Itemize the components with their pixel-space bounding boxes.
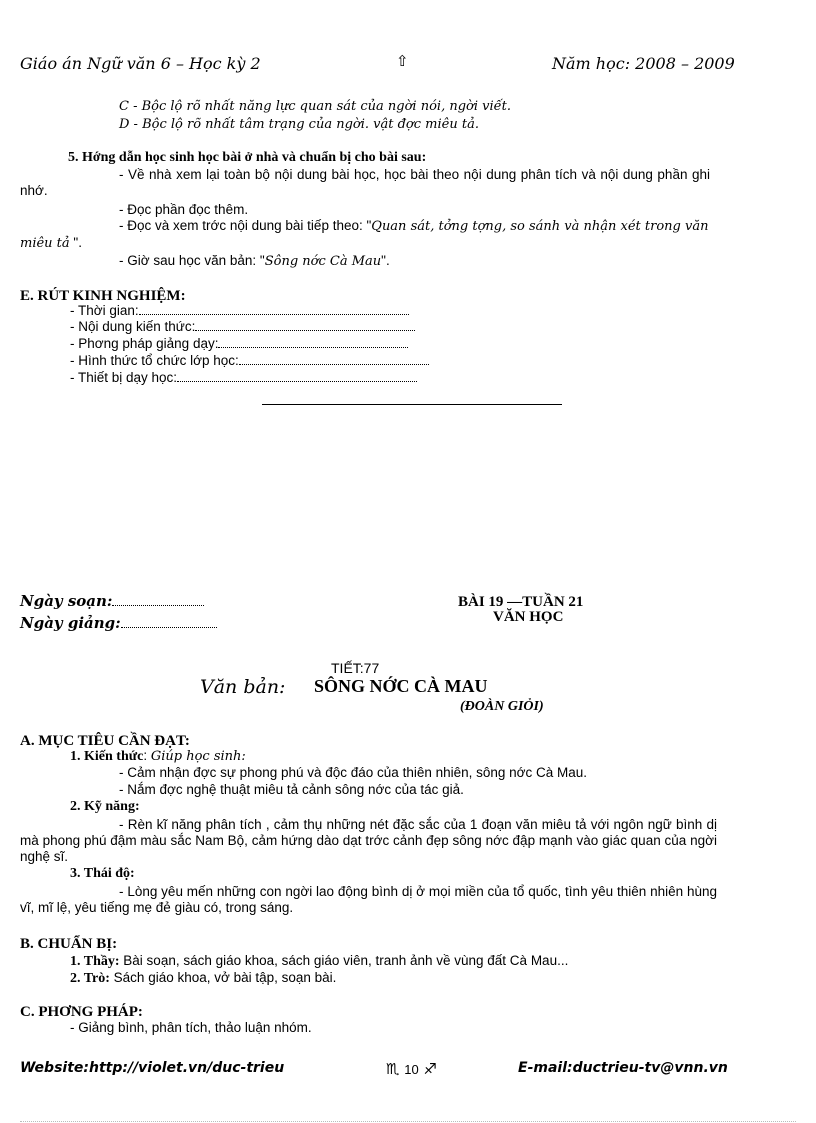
option-d: D - Bộc lộ rõ nhất tâm trạng của ngời. vật đợc miêu tả. bbox=[119, 117, 479, 132]
section-b-title: B. CHUẨN BỊ: bbox=[20, 936, 118, 952]
footer-website: Website:http://violet.vn/duc-trieu bbox=[20, 1060, 285, 1076]
page-number: 10 bbox=[404, 1062, 419, 1077]
lesson-period: TIẾT:77 bbox=[331, 660, 380, 676]
lesson-title: SÔNG NỚC CÀ MAU bbox=[314, 676, 488, 696]
text-label: Văn bản: bbox=[200, 676, 286, 698]
header-left: Giáo án Ngữ văn 6 – Học kỳ 2 bbox=[20, 54, 261, 73]
header-right: Năm học: 2008 – 2009 bbox=[552, 54, 735, 73]
section-e-title: E. RÚT KINH NGHIỆM: bbox=[20, 288, 186, 304]
section-5-item-1: - Về nhà xem lại toàn bộ nội dung bài học, học bài theo nội dung phân tích và nội dung phần ghi nhớ. bbox=[20, 167, 710, 198]
knowledge-item-2: - Nắm đợc nghệ thuật miêu tả cảnh sông nớc của tác giả. bbox=[119, 782, 464, 797]
experience-equipment: - Thiết bị dạy học: bbox=[70, 370, 417, 386]
knowledge-item-1: - Cảm nhận đợc sự phong phú và độc đáo của thiên nhiên, sông nớc Cà Mau. bbox=[119, 765, 588, 780]
lesson-week: BÀI 19 —TUẦN 21 bbox=[458, 594, 584, 610]
section-5-item-3: - Đọc và xem trớc nội dung bài tiếp theo: "Quan sát, tởng tợng, so sánh và nhận xét trong văn miêu tả ". bbox=[20, 218, 709, 251]
attitude-heading: 3. Thái độ: bbox=[70, 866, 135, 881]
experience-organization: - Hình thức tổ chức lớp học: bbox=[70, 353, 429, 369]
sagittarius-icon: ♐ bbox=[423, 1060, 437, 1078]
method-item-1: - Giảng bình, phân tích, thảo luận nhóm. bbox=[70, 1020, 312, 1035]
lesson-subject: VĂN HỌC bbox=[493, 609, 564, 625]
section-5-item-2: - Đọc phần đọc thêm. bbox=[119, 202, 249, 217]
section-c-title: C. PHƠNG PHÁP: bbox=[20, 1004, 143, 1020]
section-5-title: 5. Hớng dẫn học sinh học bài ở nhà và chuẩn bị cho bài sau: bbox=[68, 150, 427, 165]
section-a-title: A. MỤC TIÊU CẦN ĐẠT: bbox=[20, 733, 190, 749]
experience-time: - Thời gian: bbox=[70, 303, 409, 319]
scorpio-icon: ♏ bbox=[386, 1060, 400, 1078]
skills-text: - Rèn kĩ năng phân tích , cảm thụ những nét đặc sắc của 1 đoạn văn miêu tả với ngôn ngữ bình dị mà phong phú đậm màu sắc Nam Bộ, cảm hứng dào dạt trớc cảnh đẹp sông nớc đập mạnh vào giác quan của ngời nghệ sĩ. bbox=[20, 817, 717, 864]
experience-method: - Phơng pháp giảng dạy: bbox=[70, 336, 408, 352]
footer-email: E-mail:ductrieu-tv@vnn.vn bbox=[518, 1060, 728, 1076]
header-arrow-icon: ⇧ bbox=[396, 52, 409, 70]
lesson-author: (ĐOÀN GIỎI) bbox=[460, 699, 544, 714]
attitude-text: - Lòng yêu mến những con ngời lao động bình dị ở mọi miền của tổ quốc, tình yêu thiên nhiên hùng vĩ, mĩ lệ, yêu tiếng mẹ đẻ giàu có, trong sáng. bbox=[20, 884, 717, 915]
section-5-item-4: - Giờ sau học văn bản: "Sông nớc Cà Mau". bbox=[119, 253, 390, 269]
footer-page bbox=[386, 1060, 437, 1078]
section-divider bbox=[262, 404, 562, 405]
option-c: C - Bộc lộ rõ nhất năng lực quan sát của ngời nói, ngời viết. bbox=[119, 99, 512, 114]
teacher-preparation: 1. Thầy: Bài soạn, sách giáo khoa, sách giáo viên, tranh ảnh về vùng đất Cà Mau... bbox=[70, 953, 569, 969]
page-bottom-border bbox=[20, 1121, 796, 1122]
skills-heading: 2. Kỹ năng: bbox=[70, 799, 140, 814]
preparation-date: Ngày soạn: bbox=[20, 592, 204, 610]
teaching-date: Ngày giảng: bbox=[20, 614, 217, 632]
experience-content: - Nội dung kiến thức: bbox=[70, 319, 415, 335]
knowledge-heading: 1. Kiến thức: Giúp học sinh: bbox=[70, 748, 246, 764]
student-preparation: 2. Trò: Sách giáo khoa, vở bài tập, soạn bài. bbox=[70, 970, 337, 986]
